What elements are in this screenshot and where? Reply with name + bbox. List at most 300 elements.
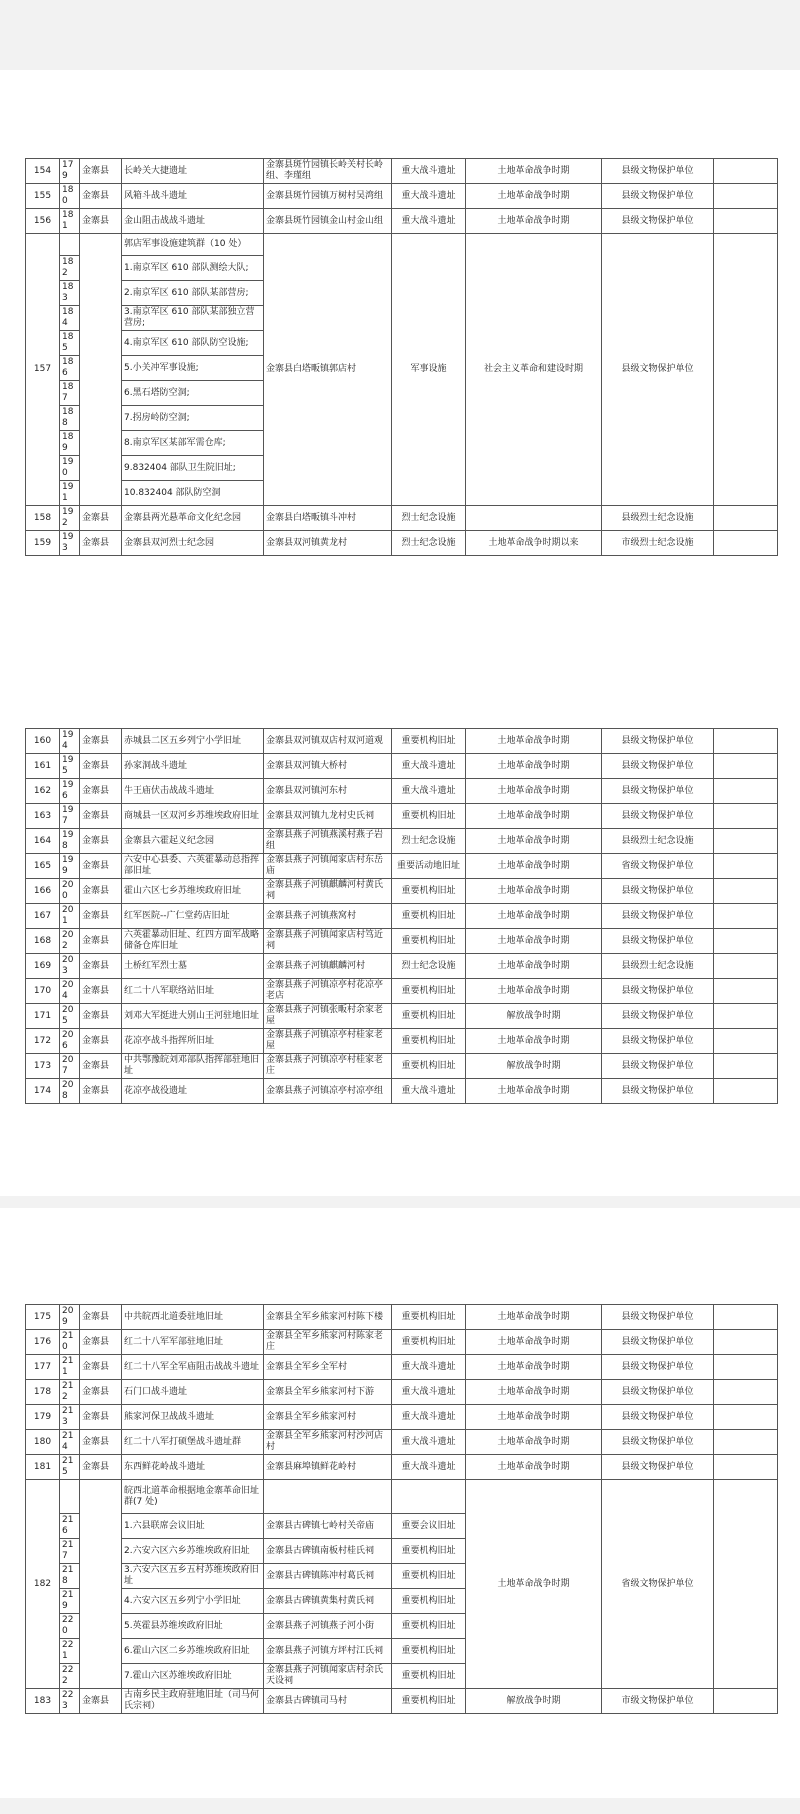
table-row (26, 979, 778, 1004)
table-row (26, 779, 778, 804)
category-cell: 重大战斗遗址 (392, 1079, 466, 1104)
category-cell: 重要机构旧址 (392, 979, 466, 1004)
category-cell: 重要机构旧址 (392, 929, 466, 954)
site-name-cell: 刘邓大军挺进大别山王河驻地旧址 (122, 1004, 264, 1029)
site-name-cell: 东西鲜花岭战斗遗址 (122, 1455, 264, 1480)
row-number: 168 (26, 929, 60, 954)
table-row (26, 1455, 778, 1480)
protection-level-cell: 县级文物保护单位 (602, 1380, 714, 1405)
row-number: 171 (26, 1004, 60, 1029)
location-cell: 金寨县燕子河镇凉亭村桂家老屋 (264, 1029, 392, 1054)
location-cell: 金寨县古碑镇陈冲村葛氏祠 (264, 1564, 392, 1589)
location-cell: 金寨县古碑镇南板村桂氏祠 (264, 1539, 392, 1564)
period-cell: 土地革命战争时期 (466, 209, 602, 234)
category-cell: 重要机构旧址 (392, 1689, 466, 1714)
category-cell: 重要机构旧址 (392, 879, 466, 904)
blank-cell (714, 1054, 778, 1079)
table-row (26, 729, 778, 754)
blank-cell (714, 1430, 778, 1455)
location-cell: 金寨县全军乡熊家河村陈家老庄 (264, 1330, 392, 1355)
period-cell: 土地革命战争时期 (466, 1480, 602, 1689)
period-cell: 土地革命战争时期 (466, 159, 602, 184)
blank-cell (714, 1405, 778, 1430)
blank-cell (714, 779, 778, 804)
site-name-cell: 牛王庙伏击战战斗遗址 (122, 779, 264, 804)
category-cell: 重要机构旧址 (392, 904, 466, 929)
category-cell: 军事设施 (392, 234, 466, 506)
sub-site-name-cell: 5.英霍县苏维埃政府旧址 (122, 1614, 264, 1639)
location-cell: 金寨县双河镇河东村 (264, 779, 392, 804)
county-cell: 金寨县 (80, 904, 122, 929)
location-cell: 金寨县全军乡熊家河村下游 (264, 1380, 392, 1405)
item-code: 183 (60, 281, 80, 306)
protection-level-cell: 县级烈士纪念设施 (602, 829, 714, 854)
period-cell: 土地革命战争时期 (466, 804, 602, 829)
county-cell: 金寨县 (80, 1305, 122, 1330)
item-code: 191 (60, 481, 80, 506)
county-cell: 金寨县 (80, 754, 122, 779)
row-number: 181 (26, 1455, 60, 1480)
item-code: 184 (60, 306, 80, 331)
county-cell: 金寨县 (80, 1405, 122, 1430)
blank-cell (714, 531, 778, 556)
table-row (26, 234, 778, 256)
blank-cell (714, 1330, 778, 1355)
site-name-cell: 中共皖西北道委驻地旧址 (122, 1305, 264, 1330)
row-number: 161 (26, 754, 60, 779)
blank-cell (714, 929, 778, 954)
county-cell: 金寨县 (80, 506, 122, 531)
period-cell: 土地革命战争时期 (466, 1305, 602, 1330)
county-cell (80, 1480, 122, 1689)
item-code (60, 234, 80, 256)
item-code: 221 (60, 1639, 80, 1664)
category-cell: 重大战斗遗址 (392, 1355, 466, 1380)
item-code: 219 (60, 1589, 80, 1614)
table-row (26, 1355, 778, 1380)
protection-level-cell: 县级烈士纪念设施 (602, 954, 714, 979)
location-cell: 金寨县斑竹园镇万树村吴湾组 (264, 184, 392, 209)
sub-site-name-cell: 10.832404 部队防空洞 (122, 481, 264, 506)
row-number: 172 (26, 1029, 60, 1054)
blank-cell (714, 979, 778, 1004)
protection-level-cell: 县级文物保护单位 (602, 209, 714, 234)
row-number: 165 (26, 854, 60, 879)
blank-cell (714, 754, 778, 779)
table-row (26, 829, 778, 854)
blank-cell (714, 1079, 778, 1104)
protection-level-cell: 县级文物保护单位 (602, 904, 714, 929)
item-code: 182 (60, 256, 80, 281)
row-number: 166 (26, 879, 60, 904)
item-code: 200 (60, 879, 80, 904)
row-number: 158 (26, 506, 60, 531)
item-code: 193 (60, 531, 80, 556)
county-cell: 金寨县 (80, 1054, 122, 1079)
protection-level-cell: 县级文物保护单位 (602, 1054, 714, 1079)
location-cell: 金寨县燕子河镇闻家店村余氏天设祠 (264, 1664, 392, 1689)
item-code: 210 (60, 1330, 80, 1355)
period-cell: 土地革命战争时期 (466, 879, 602, 904)
item-code: 215 (60, 1455, 80, 1480)
category-cell: 重大战斗遗址 (392, 1430, 466, 1455)
protection-level-cell: 县级文物保护单位 (602, 754, 714, 779)
county-cell: 金寨县 (80, 954, 122, 979)
site-name-cell: 六安中心县委、六英霍暴动总指挥部旧址 (122, 854, 264, 879)
location-cell (264, 1480, 392, 1514)
county-cell: 金寨县 (80, 779, 122, 804)
document-page-1 (0, 70, 800, 642)
protection-level-cell: 县级文物保护单位 (602, 979, 714, 1004)
table-row (26, 1430, 778, 1455)
site-name-cell: 金山阻击战战斗遗址 (122, 209, 264, 234)
item-code: 179 (60, 159, 80, 184)
sub-site-name-cell: 5.小关冲军事设施; (122, 356, 264, 381)
item-code: 180 (60, 184, 80, 209)
item-code: 198 (60, 829, 80, 854)
category-cell: 重要机构旧址 (392, 729, 466, 754)
table-row (26, 209, 778, 234)
item-code: 199 (60, 854, 80, 879)
blank-cell (714, 829, 778, 854)
sub-site-name-cell: 1.南京军区 610 部队测绘大队; (122, 256, 264, 281)
period-cell (466, 506, 602, 531)
item-code: 204 (60, 979, 80, 1004)
location-cell: 金寨县古碑镇黄集村黄氏祠 (264, 1589, 392, 1614)
item-code: 189 (60, 431, 80, 456)
location-cell: 金寨县全军乡熊家河村沙河店村 (264, 1430, 392, 1455)
county-cell: 金寨县 (80, 879, 122, 904)
item-code: 218 (60, 1564, 80, 1589)
protection-level-cell: 县级文物保护单位 (602, 1430, 714, 1455)
protection-level-cell: 县级文物保护单位 (602, 234, 714, 506)
document-page-2 (0, 638, 800, 1196)
site-name-cell: 赤城县二区五乡列宁小学旧址 (122, 729, 264, 754)
category-cell: 烈士纪念设施 (392, 506, 466, 531)
table-row (26, 184, 778, 209)
location-cell: 金寨县白塔畈镇郭店村 (264, 234, 392, 506)
site-name-cell: 长岭关大捷遗址 (122, 159, 264, 184)
row-number: 173 (26, 1054, 60, 1079)
item-code: 217 (60, 1539, 80, 1564)
row-number: 178 (26, 1380, 60, 1405)
site-name-cell: 花凉亭战役遗址 (122, 1079, 264, 1104)
row-number: 160 (26, 729, 60, 754)
period-cell: 土地革命战争时期 (466, 829, 602, 854)
table-row (26, 754, 778, 779)
location-cell: 金寨县双河镇双店村双河道观 (264, 729, 392, 754)
period-cell: 土地革命战争时期 (466, 1355, 602, 1380)
category-cell: 重要机构旧址 (392, 1004, 466, 1029)
protection-level-cell: 县级文物保护单位 (602, 1029, 714, 1054)
protection-level-cell: 县级文物保护单位 (602, 1455, 714, 1480)
location-cell: 金寨县燕子河镇张畈村余家老屋 (264, 1004, 392, 1029)
protection-level-cell: 省级文物保护单位 (602, 1480, 714, 1689)
sub-site-name-cell: 9.832404 部队卫生院旧址; (122, 456, 264, 481)
period-cell: 土地革命战争时期 (466, 1079, 602, 1104)
category-cell: 重大战斗遗址 (392, 779, 466, 804)
location-cell: 金寨县燕子河镇凉亭村凉亭组 (264, 1079, 392, 1104)
row-number: 169 (26, 954, 60, 979)
blank-cell (714, 904, 778, 929)
location-cell: 金寨县古碑镇司马村 (264, 1689, 392, 1714)
records-table-2 (25, 728, 778, 1104)
item-code: 196 (60, 779, 80, 804)
table-row (26, 1054, 778, 1079)
category-cell: 重要会议旧址 (392, 1514, 466, 1539)
site-name-cell: 六英霍暴动旧址、红四方面军战略储备仓库旧址 (122, 929, 264, 954)
category-cell: 重要机构旧址 (392, 1305, 466, 1330)
table-row (26, 1330, 778, 1355)
location-cell: 金寨县燕子河镇闻家店村笃近祠 (264, 929, 392, 954)
item-code: 214 (60, 1430, 80, 1455)
row-number: 176 (26, 1330, 60, 1355)
period-cell: 土地革命战争时期 (466, 779, 602, 804)
period-cell: 土地革命战争时期以来 (466, 531, 602, 556)
records-table-1 (25, 158, 778, 556)
protection-level-cell: 县级文物保护单位 (602, 879, 714, 904)
blank-cell (714, 1480, 778, 1689)
protection-level-cell: 县级文物保护单位 (602, 804, 714, 829)
row-number: 162 (26, 779, 60, 804)
table-row (26, 1689, 778, 1714)
row-number: 157 (26, 234, 60, 506)
location-cell: 金寨县双河镇黄龙村 (264, 531, 392, 556)
sub-site-name-cell: 3.南京军区 610 部队某部独立营营房; (122, 306, 264, 331)
site-name-cell: 金寨县六霍起义纪念园 (122, 829, 264, 854)
protection-level-cell: 县级文物保护单位 (602, 184, 714, 209)
sub-site-name-cell: 4.南京军区 610 部队防空设施; (122, 331, 264, 356)
location-cell: 金寨县燕子河镇燕溪村燕子岩组 (264, 829, 392, 854)
blank-cell (714, 1004, 778, 1029)
county-cell: 金寨县 (80, 1430, 122, 1455)
item-code: 209 (60, 1305, 80, 1330)
item-code: 202 (60, 929, 80, 954)
county-cell: 金寨县 (80, 159, 122, 184)
site-name-cell: 红二十八军全军庙阻击战战斗遗址 (122, 1355, 264, 1380)
protection-level-cell: 县级文物保护单位 (602, 1079, 714, 1104)
site-name-cell: 风箱斗战斗遗址 (122, 184, 264, 209)
protection-level-cell: 县级文物保护单位 (602, 1330, 714, 1355)
period-cell: 解放战争时期 (466, 1689, 602, 1714)
sub-site-name-cell: 2.六安六区六乡苏维埃政府旧址 (122, 1539, 264, 1564)
location-cell: 金寨县麻埠镇鲜花岭村 (264, 1455, 392, 1480)
table-row (26, 929, 778, 954)
site-name-cell: 金寨县双河烈士纪念园 (122, 531, 264, 556)
period-cell: 土地革命战争时期 (466, 754, 602, 779)
category-cell: 重要机构旧址 (392, 1054, 466, 1079)
category-cell: 重要机构旧址 (392, 1564, 466, 1589)
county-cell: 金寨县 (80, 804, 122, 829)
item-code: 192 (60, 506, 80, 531)
site-name-cell: 土桥红军烈士墓 (122, 954, 264, 979)
county-cell: 金寨县 (80, 729, 122, 754)
county-cell: 金寨县 (80, 1355, 122, 1380)
blank-cell (714, 854, 778, 879)
blank-cell (714, 1029, 778, 1054)
row-number: 156 (26, 209, 60, 234)
protection-level-cell: 县级烈士纪念设施 (602, 506, 714, 531)
table-row (26, 1305, 778, 1330)
site-name-cell: 霍山六区七乡苏维埃政府旧址 (122, 879, 264, 904)
period-cell: 土地革命战争时期 (466, 729, 602, 754)
row-number: 179 (26, 1405, 60, 1430)
period-cell: 土地革命战争时期 (466, 1380, 602, 1405)
item-code: 207 (60, 1054, 80, 1079)
period-cell: 土地革命战争时期 (466, 854, 602, 879)
blank-cell (714, 1380, 778, 1405)
site-name-cell: 熊家河保卫战战斗遗址 (122, 1405, 264, 1430)
site-name-cell: 花凉亭战斗指挥所旧址 (122, 1029, 264, 1054)
item-code (60, 1480, 80, 1514)
period-cell: 土地革命战争时期 (466, 929, 602, 954)
blank-cell (714, 729, 778, 754)
category-cell: 重大战斗遗址 (392, 184, 466, 209)
item-code: 187 (60, 381, 80, 406)
blank-cell (714, 1305, 778, 1330)
category-cell: 重大战斗遗址 (392, 1405, 466, 1430)
location-cell: 金寨县斑竹园镇金山村金山组 (264, 209, 392, 234)
period-cell: 土地革命战争时期 (466, 1029, 602, 1054)
blank-cell (714, 184, 778, 209)
row-number: 159 (26, 531, 60, 556)
item-code: 220 (60, 1614, 80, 1639)
item-code: 212 (60, 1380, 80, 1405)
protection-level-cell: 县级文物保护单位 (602, 729, 714, 754)
category-cell: 重大战斗遗址 (392, 754, 466, 779)
table-row (26, 804, 778, 829)
category-cell: 重要机构旧址 (392, 1614, 466, 1639)
row-number: 177 (26, 1355, 60, 1380)
location-cell: 金寨县斑竹园镇长岭关村长岭组、李瑾组 (264, 159, 392, 184)
protection-level-cell: 市级文物保护单位 (602, 1689, 714, 1714)
row-number: 163 (26, 804, 60, 829)
period-cell: 土地革命战争时期 (466, 1455, 602, 1480)
category-cell: 重要机构旧址 (392, 1330, 466, 1355)
item-code: 185 (60, 331, 80, 356)
sub-site-name-cell: 4.六安六区五乡列宁小学旧址 (122, 1589, 264, 1614)
blank-cell (714, 506, 778, 531)
row-number: 175 (26, 1305, 60, 1330)
sub-site-name-cell: 6.黑石塔防空洞; (122, 381, 264, 406)
county-cell: 金寨县 (80, 829, 122, 854)
category-cell: 重要机构旧址 (392, 1589, 466, 1614)
table-row (26, 904, 778, 929)
item-code: 194 (60, 729, 80, 754)
period-cell: 土地革命战争时期 (466, 954, 602, 979)
county-cell: 金寨县 (80, 531, 122, 556)
table-row (26, 1029, 778, 1054)
category-cell: 重要活动地旧址 (392, 854, 466, 879)
item-code: 203 (60, 954, 80, 979)
row-number: 170 (26, 979, 60, 1004)
location-cell: 金寨县全军乡全军村 (264, 1355, 392, 1380)
item-code: 190 (60, 456, 80, 481)
table-row (26, 531, 778, 556)
sub-site-name-cell: 8.南京军区某部军需仓库; (122, 431, 264, 456)
protection-level-cell: 县级文物保护单位 (602, 1305, 714, 1330)
location-cell: 金寨县双河镇大桥村 (264, 754, 392, 779)
site-name-cell: 商城县一区双河乡苏维埃政府旧址 (122, 804, 264, 829)
blank-cell (714, 209, 778, 234)
period-cell: 土地革命战争时期 (466, 1405, 602, 1430)
category-cell: 烈士纪念设施 (392, 829, 466, 854)
location-cell: 金寨县燕子河镇闻家店村东岳庙 (264, 854, 392, 879)
location-cell: 金寨县燕子河镇燕窝村 (264, 904, 392, 929)
site-name-cell: 孙家洞战斗遗址 (122, 754, 264, 779)
location-cell: 金寨县燕子河镇凉亭村花凉亭老店 (264, 979, 392, 1004)
row-number: 183 (26, 1689, 60, 1714)
blank-cell (714, 159, 778, 184)
location-cell: 金寨县古碑镇七岭村关帝庙 (264, 1514, 392, 1539)
row-number: 164 (26, 829, 60, 854)
sub-site-name-cell: 6.霍山六区二乡苏维埃政府旧址 (122, 1639, 264, 1664)
sub-site-name-cell: 7.拐房岭防空洞; (122, 406, 264, 431)
blank-cell (714, 879, 778, 904)
county-cell: 金寨县 (80, 1029, 122, 1054)
blank-cell (714, 234, 778, 506)
location-cell: 金寨县燕子河镇方坪村江氏祠 (264, 1639, 392, 1664)
period-cell: 土地革命战争时期 (466, 904, 602, 929)
period-cell: 土地革命战争时期 (466, 1330, 602, 1355)
site-name-cell: 红二十八军军部驻地旧址 (122, 1330, 264, 1355)
protection-level-cell: 县级文物保护单位 (602, 779, 714, 804)
group-title-cell: 皖西北道革命根据地金寨革命旧址群(7 处) (122, 1480, 264, 1514)
protection-level-cell: 省级文物保护单位 (602, 854, 714, 879)
item-code: 188 (60, 406, 80, 431)
county-cell: 金寨县 (80, 854, 122, 879)
item-code: 201 (60, 904, 80, 929)
location-cell: 金寨县燕子河镇燕子河小街 (264, 1614, 392, 1639)
item-code: 181 (60, 209, 80, 234)
item-code: 216 (60, 1514, 80, 1539)
protection-level-cell: 市级烈士纪念设施 (602, 531, 714, 556)
period-cell: 解放战争时期 (466, 1004, 602, 1029)
table-row (26, 1079, 778, 1104)
table-row (26, 954, 778, 979)
county-cell: 金寨县 (80, 1330, 122, 1355)
row-number: 182 (26, 1480, 60, 1689)
item-code: 222 (60, 1664, 80, 1689)
item-code: 186 (60, 356, 80, 381)
row-number: 167 (26, 904, 60, 929)
table-row (26, 506, 778, 531)
protection-level-cell: 县级文物保护单位 (602, 1004, 714, 1029)
sub-site-name-cell: 1.六县联席会议旧址 (122, 1514, 264, 1539)
location-cell: 金寨县双河镇九龙村史氏祠 (264, 804, 392, 829)
category-cell: 重要机构旧址 (392, 1664, 466, 1689)
blank-cell (714, 954, 778, 979)
category-cell: 重大战斗遗址 (392, 1455, 466, 1480)
group-title-cell: 郭店军事设施建筑群（10 处） (122, 234, 264, 256)
site-name-cell: 中共鄂豫皖刘邓部队指挥部驻地旧址 (122, 1054, 264, 1079)
item-code: 223 (60, 1689, 80, 1714)
period-cell: 社会主义革命和建设时期 (466, 234, 602, 506)
protection-level-cell: 县级文物保护单位 (602, 1355, 714, 1380)
county-cell: 金寨县 (80, 184, 122, 209)
county-cell: 金寨县 (80, 1079, 122, 1104)
item-code: 205 (60, 1004, 80, 1029)
blank-cell (714, 1455, 778, 1480)
county-cell: 金寨县 (80, 929, 122, 954)
site-name-cell: 红二十八军打硕堡战斗遗址群 (122, 1430, 264, 1455)
row-number: 154 (26, 159, 60, 184)
county-cell: 金寨县 (80, 1455, 122, 1480)
item-code: 206 (60, 1029, 80, 1054)
protection-level-cell: 县级文物保护单位 (602, 159, 714, 184)
county-cell: 金寨县 (80, 979, 122, 1004)
site-name-cell: 古南乡民主政府驻地旧址（司马何氏宗祠） (122, 1689, 264, 1714)
